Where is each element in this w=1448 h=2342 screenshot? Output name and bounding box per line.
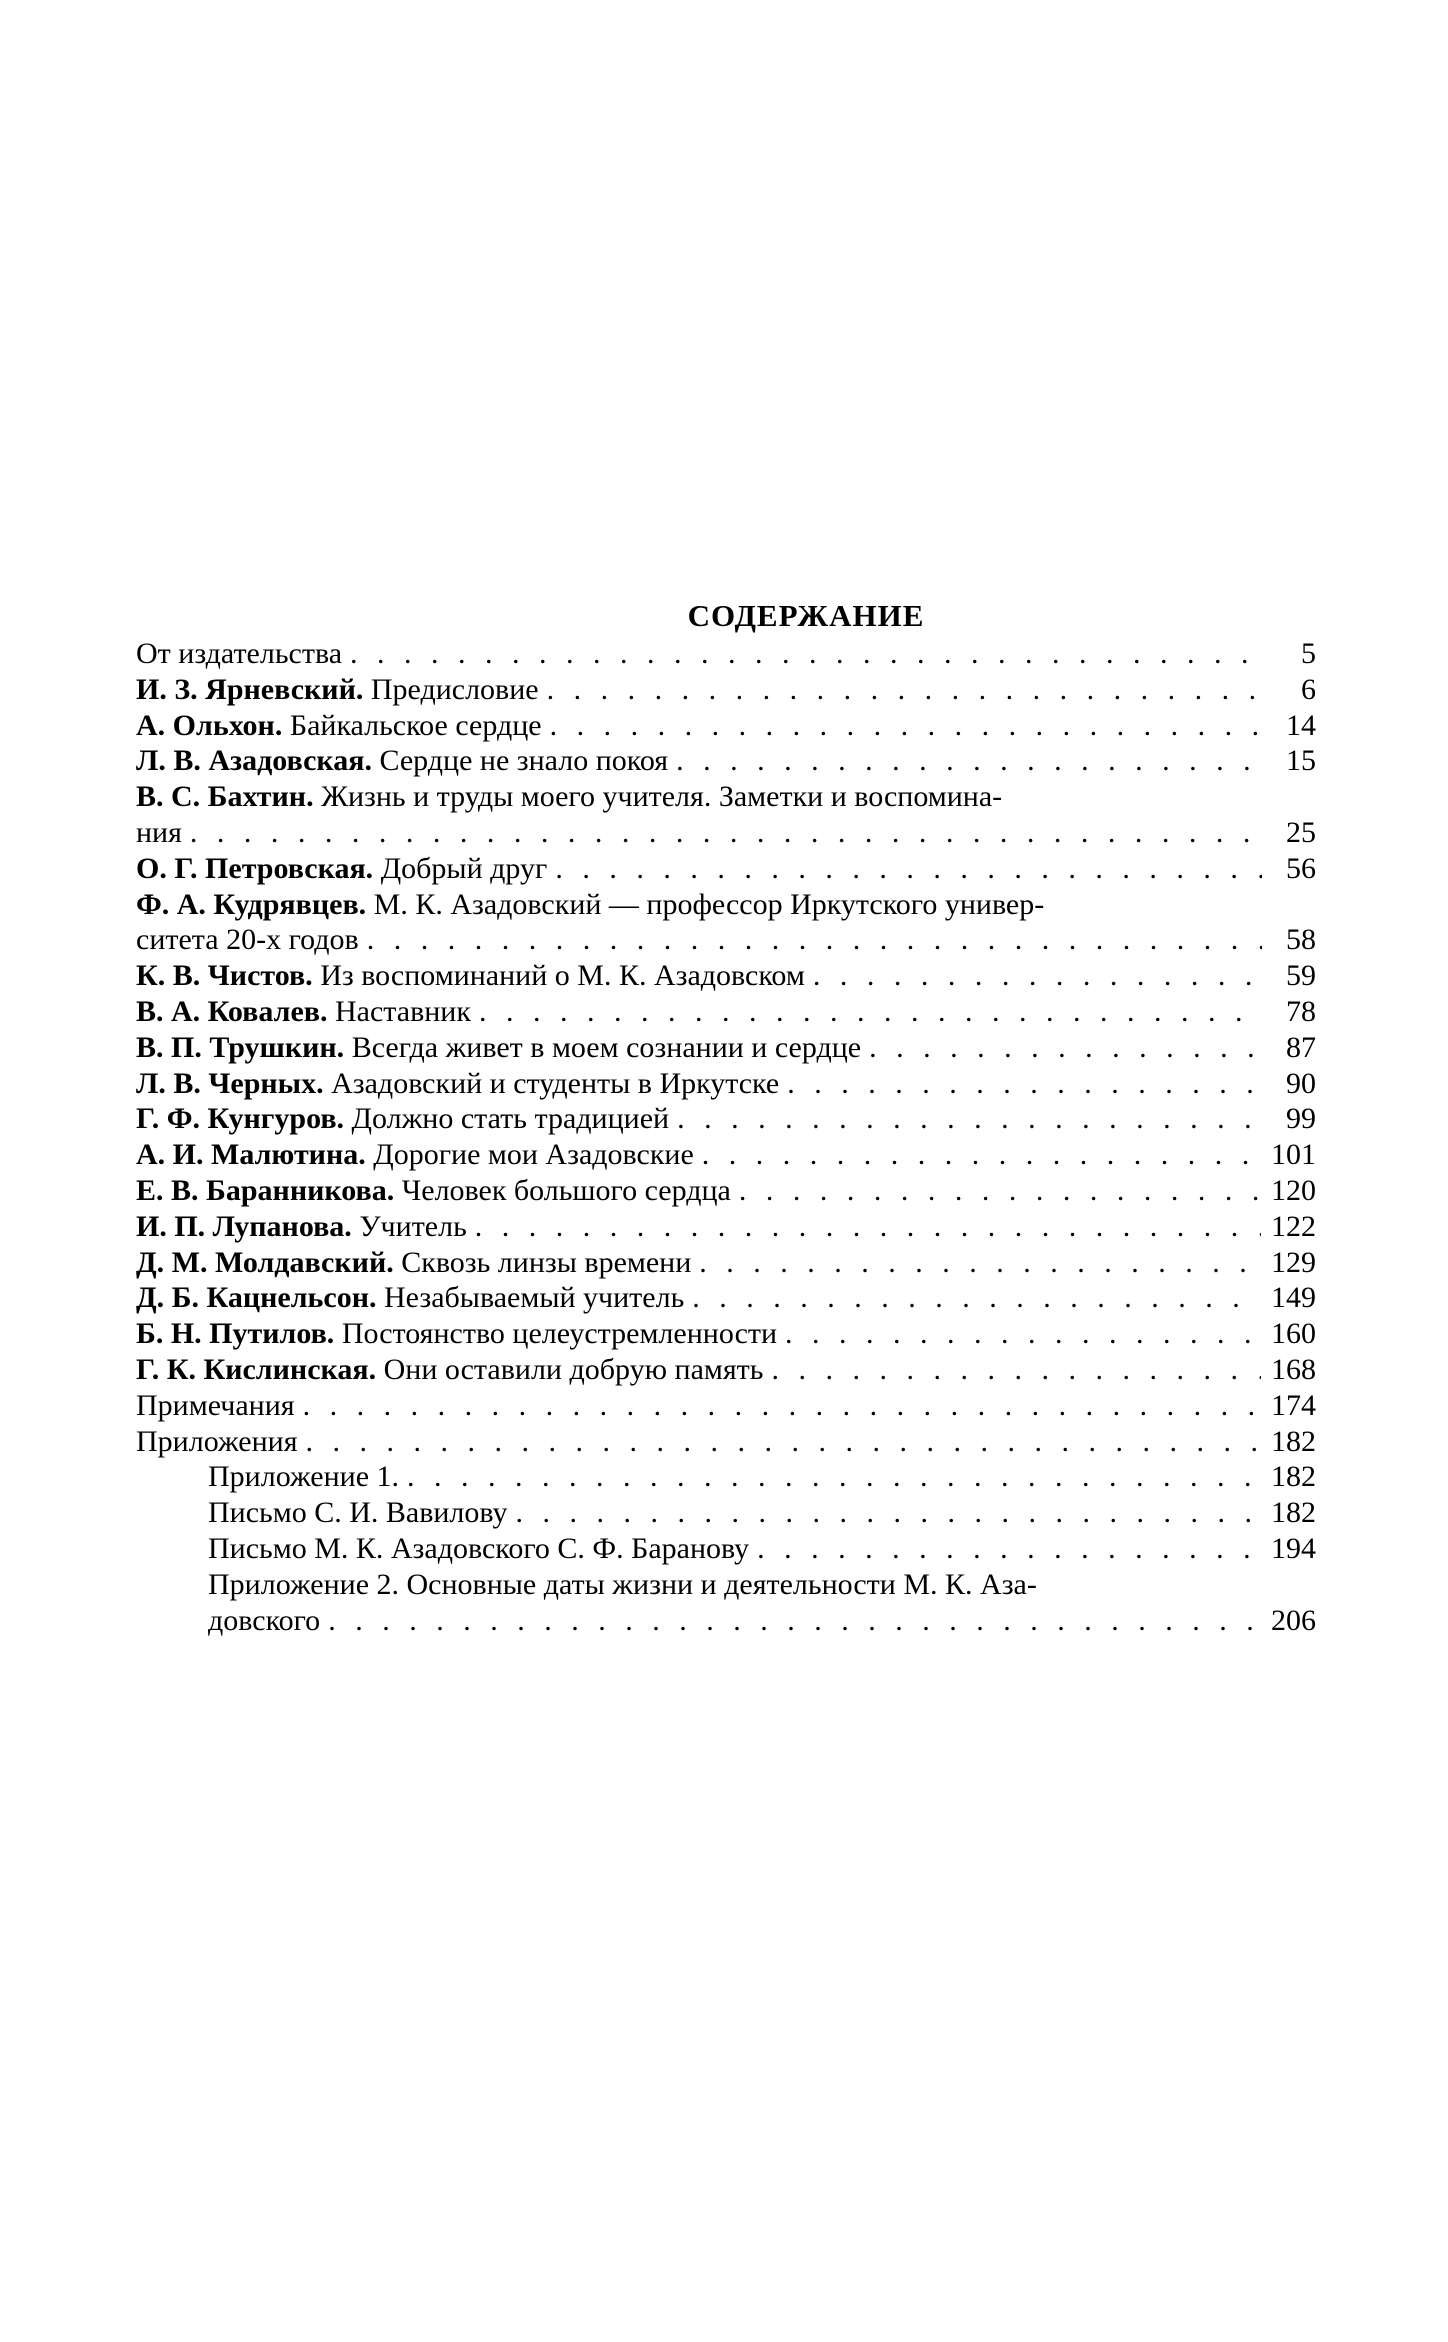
toc-page-number: 14: [1286, 708, 1316, 742]
toc-entry: [136, 1531, 1316, 1567]
toc-title: Они оставили добрую память: [376, 1352, 764, 1386]
dot-leader: [328, 1603, 1261, 1639]
toc-author: Б. Н. Путилов.: [136, 1317, 335, 1351]
toc-author: Л. В. Черных.: [136, 1066, 324, 1100]
toc-page-number: 6: [1301, 672, 1316, 706]
dot-leader: [699, 1245, 1261, 1281]
toc-page-number: 58: [1286, 923, 1316, 957]
toc-author: В. П. Трушкин.: [136, 1030, 345, 1064]
toc-author: И. З. Ярневский.: [136, 672, 364, 706]
toc-title: Всегда живет в моем сознании и сердце: [344, 1030, 862, 1064]
toc-entry-row: [136, 1066, 1316, 1102]
toc-entry: [136, 1567, 1316, 1639]
toc-entry-row: [136, 1245, 1316, 1281]
dot-leader: [550, 708, 1262, 744]
toc-entry: [136, 743, 1316, 779]
toc-title: Сквозь линзы времени: [393, 1245, 692, 1279]
toc-title: Письмо С. И. Вавилову: [208, 1496, 508, 1530]
page-title: СОДЕРЖАНИЕ: [687, 598, 925, 633]
toc-title: Байкальское сердце: [282, 708, 542, 742]
toc-entry-row: [136, 851, 1316, 887]
toc-entry: [136, 1245, 1316, 1281]
toc-entry-row: [136, 636, 1316, 672]
toc-title: М. К. Азадовский — профессор Иркутского универ-: [366, 887, 1045, 921]
dot-leader: [785, 1316, 1261, 1352]
toc-entry-row: [136, 1030, 1316, 1066]
toc-entry: [136, 1280, 1316, 1316]
toc-title: Жизнь и труды моего учителя. Заметки и воспомина-: [313, 780, 1003, 814]
toc-author: В. А. Ковалев.: [136, 994, 328, 1028]
toc-author: В. С. Бахтин.: [136, 780, 314, 814]
toc-entry: [136, 672, 1316, 708]
toc-title: Предисловие: [363, 672, 539, 706]
toc-entry: [136, 994, 1316, 1030]
toc-author: Г. К. Кислинская.: [136, 1352, 377, 1386]
dot-leader: [516, 1495, 1261, 1531]
toc-title-continuation: ситета 20-х годов: [136, 923, 359, 957]
toc-page-number: 99: [1286, 1102, 1316, 1136]
toc-page-number: 160: [1271, 1317, 1316, 1351]
toc-page-number: 101: [1271, 1138, 1316, 1172]
toc-entry: [136, 887, 1316, 959]
toc-author: О. Г. Петровская.: [136, 851, 374, 885]
toc-entry-row: [136, 743, 1316, 779]
toc-author: А. Ольхон.: [136, 708, 283, 742]
toc-entry-row: [136, 994, 1316, 1030]
toc-entry: [136, 1173, 1316, 1209]
toc-page-number: 122: [1271, 1209, 1316, 1243]
dot-leader: [676, 743, 1262, 779]
toc-entry: [136, 1388, 1316, 1424]
toc-page-number: 182: [1271, 1496, 1316, 1530]
toc-author: Д. М. Молдавский.: [136, 1245, 394, 1279]
dot-leader: [757, 1531, 1261, 1567]
toc-page-number: 206: [1271, 1603, 1316, 1637]
toc-title: Примечания: [136, 1388, 295, 1422]
toc-entry: [136, 636, 1316, 672]
toc-page-number: 182: [1271, 1424, 1316, 1458]
toc-entry: [136, 1352, 1316, 1388]
toc-page-number: 182: [1271, 1460, 1316, 1494]
toc-list: [136, 636, 1316, 1638]
toc-page-number: 59: [1286, 959, 1316, 993]
dot-leader: [677, 1101, 1262, 1137]
toc-entry-row: [136, 1101, 1316, 1137]
toc-author: Ф. А. Кудрявцев.: [136, 887, 367, 921]
toc-entry-row: [136, 1280, 1316, 1316]
toc-entry-row: [136, 1352, 1316, 1388]
toc-entry-row: [208, 1459, 1316, 1495]
toc-entry-row: [136, 1388, 1316, 1424]
toc-page-number: 168: [1271, 1352, 1316, 1386]
toc-author: Д. Б. Кацнельсон.: [136, 1281, 377, 1315]
toc-entry: [136, 1209, 1316, 1245]
dot-leader: [479, 994, 1262, 1030]
toc-title: Письмо М. К. Азадовского С. Ф. Баранову: [208, 1531, 750, 1565]
toc-entry: [136, 1101, 1316, 1137]
toc-page-number: 56: [1286, 851, 1316, 885]
toc-entry: [136, 1495, 1316, 1531]
toc-title: Приложения: [136, 1424, 298, 1458]
dot-leader: [407, 1459, 1261, 1495]
toc-author: Л. В. Азадовская.: [136, 744, 372, 778]
toc-entry-row: [136, 708, 1316, 744]
toc-entry-row: [136, 672, 1316, 708]
toc-page-number: 5: [1301, 637, 1316, 670]
toc-title: Наставник: [327, 994, 471, 1028]
toc-page-number: 78: [1286, 994, 1316, 1028]
dot-leader: [771, 1352, 1261, 1388]
toc-entry-row: [136, 1424, 1316, 1460]
toc-entry: [136, 1066, 1316, 1102]
dot-leader: [475, 1209, 1261, 1245]
toc-entry: [136, 958, 1316, 994]
toc-page-number: 174: [1271, 1388, 1316, 1422]
toc-entry: [136, 1137, 1316, 1173]
toc-entry: [136, 851, 1316, 887]
toc-title: Человек большого сердца: [394, 1173, 731, 1207]
dot-leader: [739, 1173, 1261, 1209]
toc-entry-row: [136, 1209, 1316, 1245]
toc-title: Азадовский и студенты в Иркутске: [323, 1066, 780, 1100]
toc-entry-row: [208, 1495, 1316, 1531]
toc-title: Добрый друг: [373, 851, 548, 885]
dot-leader: [787, 1066, 1262, 1102]
toc-title: Сердце не знало покоя: [371, 744, 669, 778]
toc-entry-row: [136, 815, 1316, 851]
toc-page-number: 194: [1271, 1531, 1316, 1565]
dot-leader: [555, 851, 1262, 887]
toc-title: Должно стать традицией: [344, 1102, 670, 1136]
toc-author: Е. В. Баранникова.: [136, 1173, 395, 1207]
toc-entry-row: [208, 1603, 1316, 1639]
toc-entry-row: [136, 922, 1316, 958]
dot-leader: [367, 922, 1262, 958]
toc-entry: [136, 708, 1316, 744]
toc-page-number: 149: [1271, 1281, 1316, 1315]
toc-page-number: 90: [1286, 1066, 1316, 1100]
toc-entry-row: [136, 958, 1316, 994]
toc-entry-line: [208, 1567, 1316, 1603]
toc-entry-line: [136, 779, 1316, 815]
toc-entry-row: [136, 1173, 1316, 1209]
toc-entry: [136, 1459, 1316, 1495]
dot-leader: [692, 1280, 1261, 1316]
toc-author: А. И. Малютина.: [136, 1138, 366, 1172]
toc-title: Учитель: [351, 1209, 467, 1243]
toc-page-number: 129: [1271, 1245, 1316, 1279]
dot-leader: [306, 1424, 1262, 1460]
toc-author: К. В. Чистов.: [136, 959, 313, 993]
toc-entry: [136, 1316, 1316, 1352]
toc-entry: [136, 1030, 1316, 1066]
toc-title: Незабываемый учитель: [376, 1281, 685, 1315]
dot-leader: [350, 636, 1262, 672]
toc-entry-row: [208, 1531, 1316, 1567]
toc-title: Приложение 2. Основные даты жизни и деятельности М. К. Аза-: [208, 1567, 1037, 1601]
dot-leader: [869, 1030, 1262, 1066]
dot-leader: [702, 1137, 1261, 1173]
toc-title: Из воспоминаний о М. К. Азадовском: [312, 959, 805, 993]
toc-entry-row: [136, 1137, 1316, 1173]
toc-entry: [136, 1424, 1316, 1460]
toc-page-number: 120: [1271, 1173, 1316, 1207]
toc-title: Дорогие мои Азадовские: [365, 1138, 694, 1172]
toc-page-number: 15: [1286, 744, 1316, 778]
dot-leader: [190, 815, 1262, 851]
toc-title: Приложение 1.: [208, 1460, 400, 1494]
toc-title-continuation: довского: [208, 1603, 321, 1637]
toc-page-number: 87: [1286, 1030, 1316, 1064]
toc-title: От издательства: [136, 637, 343, 670]
toc-entry: [136, 779, 1316, 851]
toc-author: Г. Ф. Кунгуров.: [136, 1102, 345, 1136]
toc-author: И. П. Лупанова.: [136, 1209, 352, 1243]
dot-leader: [547, 672, 1262, 708]
toc-entry-row: [136, 1316, 1316, 1352]
dot-leader: [303, 1388, 1261, 1424]
contents-page: [136, 596, 1316, 1638]
toc-title: Постоянство целеустремленности: [334, 1317, 778, 1351]
dot-leader: [813, 958, 1262, 994]
toc-page-number: 25: [1286, 815, 1316, 849]
toc-title-continuation: ния: [136, 815, 182, 849]
toc-entry-line: [136, 887, 1316, 923]
